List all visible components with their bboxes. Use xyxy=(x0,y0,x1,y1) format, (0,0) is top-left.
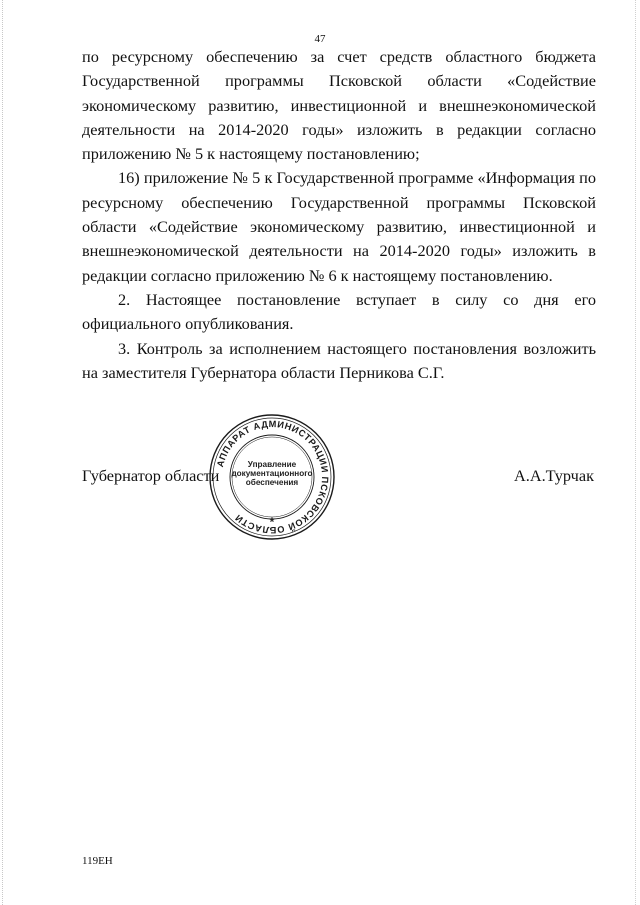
paragraph-continuation: по ресурсному обеспечению за счет средств областного бюджета Государственной программы Псковской области «Содействие экономическому развитию, инвестиционной и внешнеэкономической деятельности на 2014-2020 годы» изложить в редакции согласно приложению № 5 к настоящему постановлению; xyxy=(82,47,596,164)
page-number: 47 xyxy=(314,33,326,45)
footer-code: 119ЕН xyxy=(82,855,113,867)
page-edge-right xyxy=(635,0,637,905)
signatory-position: Губернатор области xyxy=(82,466,220,485)
paragraph-item-3: 3. Контроль за исполнением настоящего постановления возложить на заместителя Губернатора области Перникова С.Г. xyxy=(82,338,596,382)
stamp-ring-text: АППАРАТ АДМИНИСТРАЦИИ ПСКОВСКОЙ ОБЛАСТИ xyxy=(215,418,331,536)
signatory-name: А.А.Турчак xyxy=(514,466,594,485)
stamp-center-line-3: обеспечения xyxy=(245,478,299,487)
stamp-star-icon: * xyxy=(269,515,275,529)
paragraph-item-2: 2. Настоящее постановление вступает в силу со дня его официального опубликования. xyxy=(82,289,596,334)
official-stamp xyxy=(207,412,337,542)
stamp-center-line-1: Управление xyxy=(247,460,297,469)
stamp-center-line-2: документационного xyxy=(231,469,313,478)
document-body xyxy=(82,45,596,385)
page-edge-left xyxy=(2,0,4,905)
paragraph-item-16: 16) приложение № 5 к Государственной программе «Информация по ресурсному обеспечению Государственной программы Псковской области «Содействие экономическому развитию, инвестиционной и внешнеэкономической деятельности на 2014-2020 годы» изложить в редакции согласно приложению № 6 к настоящему постановлению. xyxy=(82,168,596,285)
